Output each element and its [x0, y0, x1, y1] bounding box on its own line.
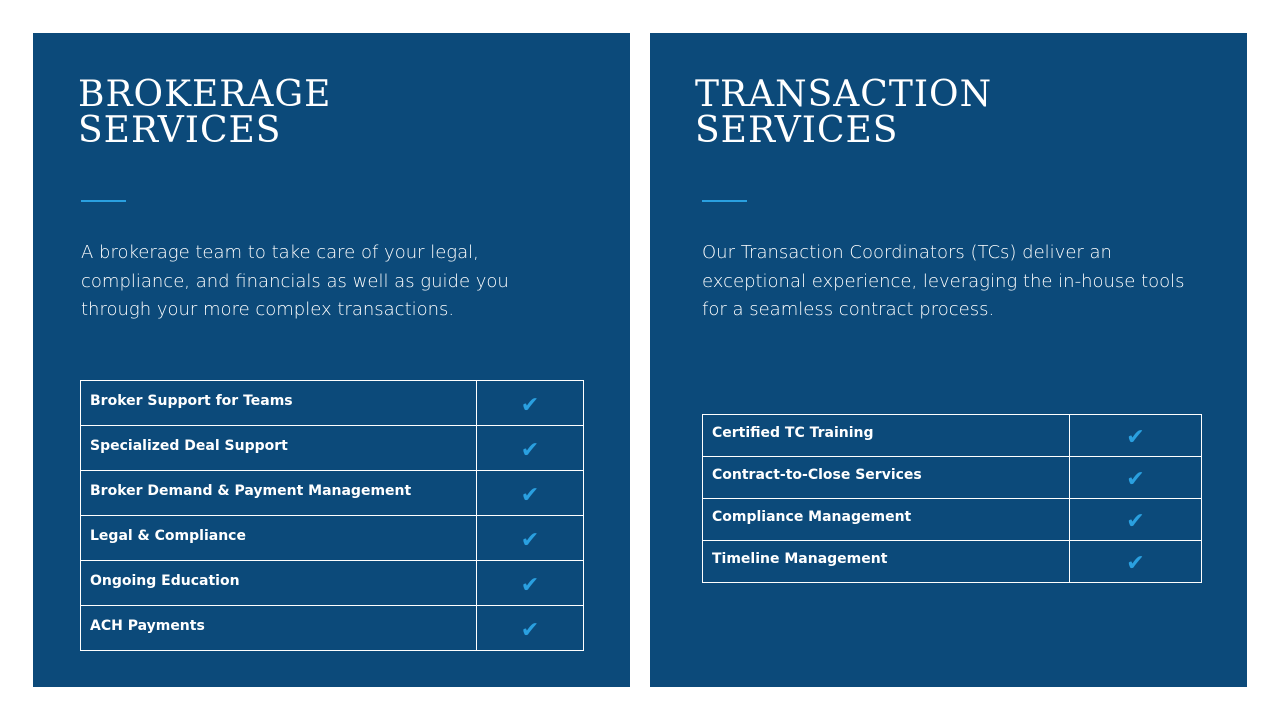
checkmark-icon: ✔ — [477, 426, 584, 471]
table-row — [81, 606, 584, 651]
service-label: Ongoing Education — [81, 561, 477, 606]
service-label: Timeline Management — [703, 541, 1070, 583]
transaction-services-panel — [650, 33, 1247, 687]
checkmark-icon: ✔ — [477, 471, 584, 516]
checkmark-icon: ✔ — [477, 516, 584, 561]
service-label: ACH Payments — [81, 606, 477, 651]
table-row — [81, 426, 584, 471]
service-label: Broker Support for Teams — [81, 381, 477, 426]
table-row — [703, 541, 1202, 583]
table-row — [703, 457, 1202, 499]
transaction-title-line1: TRANSACTION — [695, 74, 993, 115]
brokerage-accent-divider — [81, 200, 126, 202]
brokerage-services-table — [80, 380, 584, 651]
transaction-services-table — [702, 414, 1202, 583]
table-row — [81, 381, 584, 426]
table-row — [703, 499, 1202, 541]
table-row — [81, 516, 584, 561]
checkmark-icon: ✔ — [1070, 415, 1202, 457]
table-row — [81, 561, 584, 606]
checkmark-icon: ✔ — [1070, 499, 1202, 541]
transaction-description: Our Transaction Coordinators (TCs) deliver an exceptional experience, leveraging the in-house tools for a seamless contract process. — [702, 242, 1185, 320]
service-label: Certified TC Training — [703, 415, 1070, 457]
checkmark-icon: ✔ — [477, 381, 584, 426]
transaction-title-line2: SERVICES — [695, 110, 899, 151]
brokerage-services-panel — [33, 33, 630, 687]
service-label: Specialized Deal Support — [81, 426, 477, 471]
brokerage-title-line2: SERVICES — [78, 110, 282, 151]
checkmark-icon: ✔ — [477, 606, 584, 651]
service-label: Compliance Management — [703, 499, 1070, 541]
service-label: Broker Demand & Payment Management — [81, 471, 477, 516]
transaction-title — [695, 74, 993, 151]
brokerage-description: A brokerage team to take care of your legal, compliance, and financials as well as guide you through your more complex transactions. — [81, 242, 509, 320]
service-label: Legal & Compliance — [81, 516, 477, 561]
checkmark-icon: ✔ — [1070, 541, 1202, 583]
table-row — [81, 471, 584, 516]
checkmark-icon: ✔ — [477, 561, 584, 606]
table-row — [703, 415, 1202, 457]
transaction-accent-divider — [702, 200, 747, 202]
checkmark-icon: ✔ — [1070, 457, 1202, 499]
brokerage-title — [78, 74, 332, 151]
brokerage-title-line1: BROKERAGE — [78, 74, 332, 115]
service-label: Contract-to-Close Services — [703, 457, 1070, 499]
